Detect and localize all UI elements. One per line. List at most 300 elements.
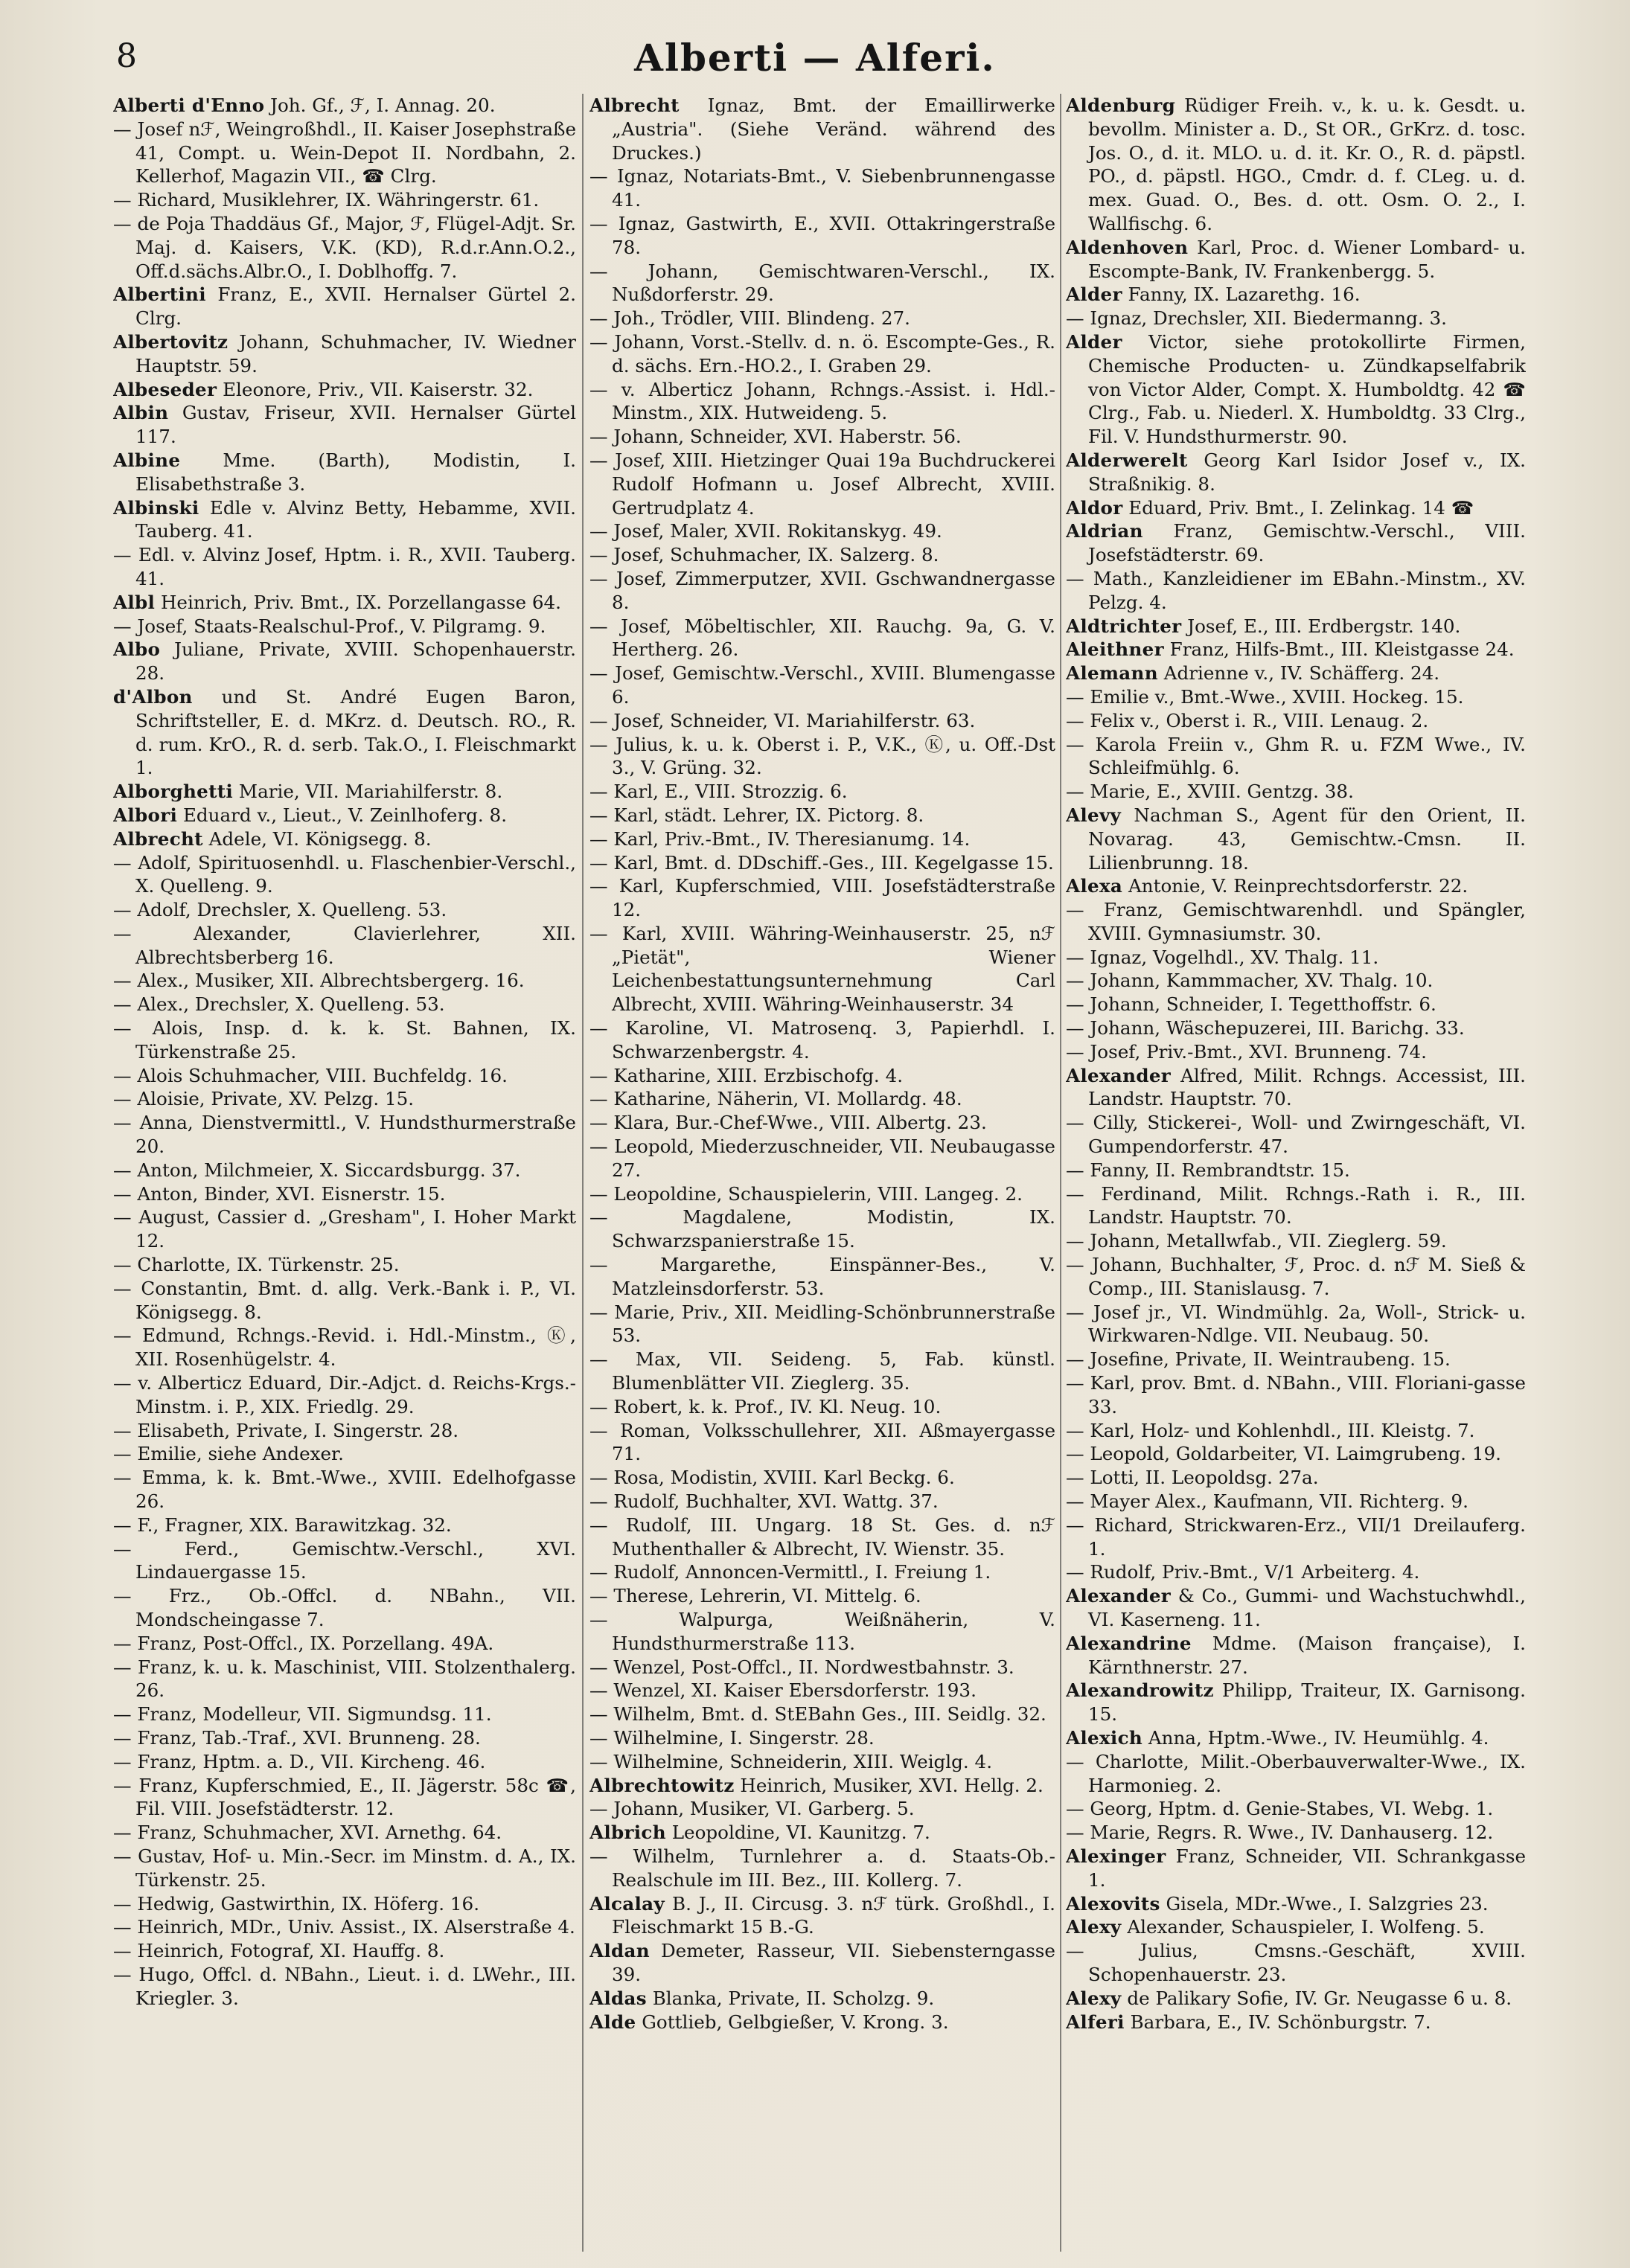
entry-details: — Franz, k. u. k. Maschinist, VIII. Stolzenthalerg. 26. xyxy=(113,1656,576,1702)
directory-entry xyxy=(1066,1182,1526,1230)
directory-entry xyxy=(113,1016,576,1064)
directory-entry xyxy=(1066,1632,1526,1679)
entry-details: — Ignaz, Vogelhdl., XV. Thalg. 11. xyxy=(1066,946,1379,968)
directory-entry xyxy=(1066,307,1526,330)
entry-details: — Karoline, VI. Matrosenq. 3, Papierhdl. I. Schwarzenbergstr. 4. xyxy=(589,1017,1055,1063)
directory-entry xyxy=(1066,1064,1526,1112)
directory-entry xyxy=(589,922,1055,1016)
directory-entry xyxy=(589,1797,1055,1821)
entry-details: — Elisabeth, Private, I. Singerstr. 28. xyxy=(113,1419,459,1441)
entry-details: — Josefine, Private, II. Weintraubeng. 15. xyxy=(1066,1348,1451,1371)
entry-details: — Marie, Regrs. R. Wwe., IV. Danhauserg. 12. xyxy=(1066,1822,1494,1844)
entry-surname: Alexich xyxy=(1066,1726,1143,1749)
entry-details: — Josef, Maler, XVII. Rokitanskyg. 49. xyxy=(589,520,942,542)
directory-entry xyxy=(1066,1301,1526,1348)
entry-details: — Charlotte, IX. Türkenstr. 25. xyxy=(113,1254,400,1276)
entry-details: — Adolf, Spirituosenhdl. u. Flaschenbier-Verschl., X. Quelleng. 9. xyxy=(113,851,576,897)
directory-entry xyxy=(113,685,576,780)
entry-details: — Emilie, siehe Andexer. xyxy=(113,1443,344,1465)
entry-details: Gustav, Friseur, XVII. Hernalser Gürtel 117. xyxy=(135,402,576,448)
entry-details: — Katharine, XIII. Erzbischofg. 4. xyxy=(589,1064,904,1086)
entry-details: — Katharine, Näherin, VI. Mollardg. 48. xyxy=(589,1088,962,1110)
directory-entry xyxy=(589,615,1055,662)
entry-details: — Roman, Volksschullehrer, XII. Aßmayergasse 71. xyxy=(589,1419,1055,1465)
column-left xyxy=(113,94,576,2259)
directory-entry xyxy=(1066,567,1526,615)
entry-details: — Franz, Hptm. a. D., VII. Kircheng. 46. xyxy=(113,1750,486,1772)
directory-entry xyxy=(589,164,1055,212)
entry-details: Leopoldine, VI. Kaunitzg. 7. xyxy=(665,1822,930,1844)
directory-entry xyxy=(113,1726,576,1750)
entry-surname: Alexa xyxy=(1066,875,1123,897)
directory-entry xyxy=(589,1845,1055,1892)
entry-details: — Johann, Buchhalter, ℱ, Proc. d. nℱ M. Sieß & Comp., III. Stanislausg. 7. xyxy=(1066,1254,1526,1299)
entry-details: — v. Alberticz Johann, Rchngs.-Assist. i. Hdl.-Minstm., XIX. Hutweideng. 5. xyxy=(589,378,1055,424)
entry-details: Marie, VII. Mariahilferstr. 8. xyxy=(233,781,503,803)
directory-entry xyxy=(113,993,576,1016)
directory-entry xyxy=(589,1656,1055,1679)
directory-entry xyxy=(589,543,1055,567)
directory-entry xyxy=(589,1182,1055,1206)
entry-details: — Johann, Metallwfab., VII. Zieglerg. 59. xyxy=(1066,1230,1447,1252)
directory-entry xyxy=(1066,1016,1526,1040)
directory-entry xyxy=(589,1774,1055,1798)
entry-details: — Therese, Lehrerin, VI. Mittelg. 6. xyxy=(589,1585,921,1607)
directory-entry xyxy=(589,1892,1055,1940)
entry-details: — Leopold, Goldarbeiter, VI. Laimgrubeng. 19. xyxy=(1066,1443,1501,1465)
entry-details: — Georg, Hptm. d. Genie-Stabes, VI. Webg. 1. xyxy=(1066,1798,1494,1820)
entry-surname: Aldas xyxy=(589,1987,647,2009)
entry-details: — Anton, Binder, XVI. Eisnerstr. 15. xyxy=(113,1182,446,1205)
entry-surname: Albeseder xyxy=(113,378,217,400)
entry-surname: d'Albon xyxy=(113,685,193,708)
entry-details: — Josef, XIII. Hietzinger Quai 19a Buchdruckerei Rudolf Hofmann u. Josef Albrecht, XVIII. Gertrudplatz 4. xyxy=(589,449,1055,519)
entry-details: Eduard v., Lieut., V. Zeinlhoferg. 8. xyxy=(177,804,508,826)
entry-surname: Albrechtowitz xyxy=(589,1774,735,1796)
directory-entry xyxy=(1066,2011,1526,2034)
entry-details: und St. André Eugen Baron, Schriftsteller, E. d. MKrz. d. Deutsch. RO., R. d. rum. KrO., R. d. serb. Tak.O., I. Fleischmarkt 1. xyxy=(135,685,576,779)
entry-details: — Franz, Post-Offcl., IX. Porzellang. 49A. xyxy=(113,1632,494,1654)
directory-entry xyxy=(589,260,1055,307)
directory-entry xyxy=(589,1702,1055,1726)
entry-details: B. J., II. Circusg. 3. nℱ türk. Großhdl., I. Fleischmarkt 15 B.-G. xyxy=(612,1892,1055,1938)
entry-details: Heinrich, Priv. Bmt., IX. Porzellangasse 64. xyxy=(155,591,561,613)
entry-details: Franz, Gemischtw.-Verschl., VIII. Josefstädterstr. 69. xyxy=(1088,520,1526,566)
directory-entry xyxy=(589,1513,1055,1561)
entry-details: — Alex., Drechsler, X. Quelleng. 53. xyxy=(113,993,445,1016)
entry-details: Philipp, Traiteur, IX. Garnisong. 15. xyxy=(1088,1679,1526,1726)
entry-details: — Karl, E., VIII. Strozzig. 6. xyxy=(589,781,848,803)
directory-entry xyxy=(1066,1040,1526,1064)
entry-surname: Alexovits xyxy=(1066,1892,1160,1915)
entry-details: — Karl, Bmt. d. DDschiff.-Ges., III. Kegelgasse 15. xyxy=(589,851,1054,874)
directory-entry xyxy=(113,1064,576,1088)
entry-details: — Johann, Wäschepuzerei, III. Barichg. 33. xyxy=(1066,1017,1465,1040)
directory-entry xyxy=(1066,685,1526,709)
directory-entry xyxy=(1066,1371,1526,1419)
entry-details: — Franz, Schuhmacher, XVI. Arnethg. 64. xyxy=(113,1822,502,1844)
entry-details: — Wilhelmine, Schneiderin, XIII. Weiglg. 4. xyxy=(589,1750,993,1772)
directory-entry xyxy=(589,1466,1055,1490)
entry-details: — Karl, städt. Lehrer, IX. Pictorg. 8. xyxy=(589,804,924,826)
entry-details: — Alois, Insp. d. k. k. St. Bahnen, IX. Türkenstraße 25. xyxy=(113,1017,576,1063)
entry-details: — Klara, Bur.-Chef-Wwe., VIII. Albertg. 23. xyxy=(589,1112,987,1134)
entry-surname: Alexandrine xyxy=(1066,1632,1192,1654)
directory-entry xyxy=(589,307,1055,330)
entry-surname: Albin xyxy=(113,402,169,424)
entry-details: — Anna, Dienstvermittl., V. Hundsthurmerstraße 20. xyxy=(113,1112,576,1158)
directory-entry xyxy=(113,591,576,615)
entry-details: — Max, VII. Seideng. 5, Fab. künstl. Blumenblätter VII. Zieglerg. 35. xyxy=(589,1348,1055,1394)
entry-details: — Johann, Schneider, XVI. Haberstr. 56. xyxy=(589,426,962,448)
directory-entry xyxy=(113,1513,576,1537)
entry-details: — Josef, Möbeltischler, XII. Rauchg. 9a, G. V. Hertherg. 26. xyxy=(589,615,1055,661)
directory-entry xyxy=(589,1560,1055,1584)
directory-entry xyxy=(1066,330,1526,449)
entry-details: Alfred, Milit. Rchngs. Accessist, III. Landstr. Hauptstr. 70. xyxy=(1088,1064,1526,1110)
entry-surname: Albo xyxy=(113,638,161,661)
entry-surname: Albrich xyxy=(589,1822,666,1844)
entry-details: — Ignaz, Gastwirth, E., XVII. Ottakringerstraße 78. xyxy=(589,212,1055,258)
entry-details: — Josef, Zimmerputzer, XVII. Gschwandnergasse 8. xyxy=(589,567,1055,613)
column-middle xyxy=(589,94,1055,2259)
entry-surname: Alexander xyxy=(1066,1585,1172,1607)
directory-entry xyxy=(1066,615,1526,638)
directory-entry xyxy=(589,212,1055,260)
directory-entry xyxy=(113,1774,576,1822)
directory-entry xyxy=(113,1915,576,1939)
directory-entry xyxy=(113,804,576,827)
entry-details: Edle v. Alvinz Betty, Hebamme, XVII. Tauberg. 41. xyxy=(135,496,576,542)
entry-details: — Franz, Kupferschmied, E., II. Jägerstr. 58c ☎, Fil. VIII. Josefstädterstr. 12. xyxy=(113,1774,576,1820)
entry-details: — Rosa, Modistin, XVIII. Karl Beckg. 6. xyxy=(589,1467,955,1489)
directory-entry xyxy=(1066,1490,1526,1513)
entry-details: Blanka, Private, II. Scholzg. 9. xyxy=(646,1987,935,2009)
directory-entry xyxy=(113,780,576,804)
entry-details: — Hedwig, Gastwirthin, IX. Höferg. 16. xyxy=(113,1892,480,1915)
directory-entry xyxy=(1066,1159,1526,1182)
entry-details: — Richard, Musiklehrer, IX. Währingerstr. 61. xyxy=(113,189,540,211)
directory-entry xyxy=(1066,1892,1526,1916)
entry-details: — Rudolf, Buchhalter, XVI. Wattg. 37. xyxy=(589,1490,939,1513)
entry-details: de Palikary Sofie, IV. Gr. Neugasse 6 u. 8. xyxy=(1121,1987,1512,2009)
entry-details: — Marie, E., XVIII. Gentzg. 38. xyxy=(1066,781,1354,803)
directory-entry xyxy=(589,1939,1055,1987)
entry-details: — Magdalene, Modistin, IX. Schwarzspanierstraße 15. xyxy=(589,1206,1055,1252)
entry-details: — Joh., Trödler, VIII. Blindeng. 27. xyxy=(589,307,911,330)
directory-entry xyxy=(113,1537,576,1585)
directory-entry xyxy=(1066,1726,1526,1750)
entry-details: — Frz., Ob.-Offcl. d. NBahn., VII. Mondscheingasse 7. xyxy=(113,1585,576,1630)
entry-details: — Ferdinand, Milit. Rchngs.-Rath i. R., III. Landstr. Hauptstr. 70. xyxy=(1066,1182,1526,1228)
directory-entry xyxy=(589,1253,1055,1301)
directory-entry xyxy=(589,851,1055,875)
entry-details: — Margarethe, Einspänner-Bes., V. Matzleinsdorferstr. 53. xyxy=(589,1254,1055,1299)
entry-surname: Alde xyxy=(589,2011,636,2033)
entry-details: Ignaz, Bmt. der Emaillirwerke „Austria". (Siehe Veränd. während des Druckes.) xyxy=(612,94,1055,164)
directory-entry xyxy=(113,851,576,899)
directory-entry xyxy=(589,1987,1055,2011)
entry-details: — Anton, Milchmeier, X. Siccardsburgg. 37. xyxy=(113,1159,521,1181)
directory-entry xyxy=(1066,1442,1526,1466)
directory-entry xyxy=(589,1016,1055,1064)
directory-entry xyxy=(589,1111,1055,1135)
entry-details: — Aloisie, Private, XV. Pelzg. 15. xyxy=(113,1088,415,1110)
entry-details: Joh. Gf., ℱ, I. Annag. 20. xyxy=(264,94,496,116)
entry-details: — Emilie v., Bmt.-Wwe., XVIII. Hockeg. 15. xyxy=(1066,685,1464,708)
entry-details: — Karl, prov. Bmt. d. NBahn., VIII. Floriani-gasse 33. xyxy=(1066,1372,1526,1418)
entry-details: — Johann, Musiker, VI. Garberg. 5. xyxy=(589,1798,915,1820)
entry-details: — Karl, Priv.-Bmt., IV. Theresianumg. 14. xyxy=(589,827,971,850)
entry-details: — Fanny, II. Rembrandtstr. 15. xyxy=(1066,1159,1350,1181)
entry-surname: Aldrian xyxy=(1066,520,1143,542)
directory-entry xyxy=(1066,1348,1526,1371)
entry-details: Franz, Schneider, VII. Schrankgasse 1. xyxy=(1088,1845,1526,1891)
entry-details: — Alex., Musiker, XII. Albrechtsbergerg. 16. xyxy=(113,970,525,992)
entry-surname: Albertini xyxy=(113,284,206,306)
directory-entry xyxy=(589,1608,1055,1656)
directory-entry xyxy=(113,1087,576,1111)
directory-entry xyxy=(589,1087,1055,1111)
entry-details: — Josef jr., VI. Windmühlg. 2a, Woll-, Strick- u. Wirkwaren-Ndlge. VII. Neubaug. 50. xyxy=(1066,1301,1526,1347)
entry-details: — Karola Freiin v., Ghm R. u. FZM Wwe., IV. Schleifmühlg. 6. xyxy=(1066,733,1526,779)
directory-entry xyxy=(1066,1750,1526,1798)
entry-details: — Josef, Staats-Realschul-Prof., V. Pilgramg. 9. xyxy=(113,615,546,637)
entry-details: Franz, E., XVII. Hernalser Gürtel 2. Clrg. xyxy=(135,284,576,330)
directory-entry xyxy=(1066,1584,1526,1632)
directory-entry xyxy=(1066,1466,1526,1490)
entry-details: Victor, siehe protokollirte Firmen, Chemische Producten- u. Zündkapselfabrik von Victor Alder, Compt. X. Humboldtg. 42 ☎ Clrg., Fab. u. Niederl. X. Humboldtg. 33 Clrg., Fil. V. Hundsthurmerstr. 90. xyxy=(1088,330,1526,448)
entry-surname: Alexander xyxy=(1066,1064,1172,1086)
entry-details: — Alexander, Clavierlehrer, XII. Albrechtsberberg 16. xyxy=(113,922,576,968)
directory-entry xyxy=(1066,1253,1526,1301)
entry-details: — Felix v., Oberst i. R., VIII. Lenaug. 2. xyxy=(1066,709,1429,731)
directory-entry xyxy=(1066,94,1526,236)
entry-details: — Edmund, Rchngs.-Revid. i. Hdl.-Minstm., Ⓚ, XII. Rosenhügelstr. 4. xyxy=(113,1324,576,1371)
entry-surname: Albertovitz xyxy=(113,330,228,353)
entry-surname: Albrecht xyxy=(589,94,680,116)
directory-entry xyxy=(1066,733,1526,781)
entry-details: — Ignaz, Drechsler, XII. Biedermanng. 3. xyxy=(1066,307,1447,330)
entry-details: — Wilhelmine, I. Singerstr. 28. xyxy=(589,1726,875,1749)
directory-entry xyxy=(113,1750,576,1774)
entry-details: — Constantin, Bmt. d. allg. Verk.-Bank i. P., VI. Königsegg. 8. xyxy=(113,1277,576,1323)
directory-entry xyxy=(113,496,576,544)
entry-details: Adrienne v., IV. Schäfferg. 24. xyxy=(1157,662,1440,685)
directory-entry xyxy=(1066,1229,1526,1253)
entry-details: — Edl. v. Alvinz Josef, Hptm. i. R., XVII. Tauberg. 41. xyxy=(113,544,576,589)
directory-entry xyxy=(113,1656,576,1703)
directory-entry xyxy=(113,1442,576,1466)
directory-entry xyxy=(589,662,1055,709)
entry-surname: Alexinger xyxy=(1066,1845,1166,1867)
directory-entry xyxy=(113,1277,576,1324)
entry-details: — Math., Kanzleidiener im EBahn.-Minstm., XV. Pelzg. 4. xyxy=(1066,567,1526,613)
directory-entry xyxy=(113,1371,576,1419)
entry-details: — Karl, Holz- und Kohlenhdl., III. Kleistg. 7. xyxy=(1066,1419,1475,1441)
entry-details: — Mayer Alex., Kaufmann, VII. Richterg. 9. xyxy=(1066,1490,1468,1513)
directory-entry xyxy=(113,543,576,591)
page-title: Alberti — Alferi. xyxy=(634,36,996,80)
directory-entry xyxy=(113,898,576,922)
directory-entry xyxy=(589,1821,1055,1845)
directory-entry xyxy=(1066,874,1526,898)
entry-details: — Leopoldine, Schauspielerin, VIII. Langeg. 2. xyxy=(589,1182,1023,1205)
entry-details: — Alois Schuhmacher, VIII. Buchfeldg. 16. xyxy=(113,1064,508,1086)
directory-entry xyxy=(589,874,1055,922)
entry-surname: Aldenburg xyxy=(1066,94,1176,116)
directory-entry xyxy=(589,1301,1055,1348)
directory-entry xyxy=(113,922,576,970)
entry-details: — Heinrich, MDr., Univ. Assist., IX. Alserstraße 4. xyxy=(113,1916,575,1938)
entry-details: — Charlotte, Milit.-Oberbauverwalter-Wwe., IX. Harmonieg. 2. xyxy=(1066,1750,1526,1796)
directory-entry xyxy=(1066,638,1526,662)
entry-details: — Marie, Priv., XII. Meidling-Schönbrunnerstraße 53. xyxy=(589,1301,1055,1347)
entry-surname: Albine xyxy=(113,449,181,471)
directory-entry xyxy=(1066,709,1526,733)
entry-surname: Alevy xyxy=(1066,804,1122,826)
entry-details: — Wenzel, XI. Kaiser Ebersdorferstr. 193. xyxy=(589,1679,977,1702)
entry-details: — Ferd., Gemischtw.-Verschl., XVI. Lindauergasse 15. xyxy=(113,1537,576,1583)
entry-surname: Alexandrowitz xyxy=(1066,1679,1214,1702)
entry-details: Adele, VI. Königsegg. 8. xyxy=(202,827,432,850)
entry-details: — Wenzel, Post-Offcl., II. Nordwestbahnstr. 3. xyxy=(589,1656,1014,1678)
entry-details: Karl, Proc. d. Wiener Lombard- u. Escompte-Bank, IV. Frankenbergg. 5. xyxy=(1088,236,1526,282)
entry-details: — Julius, Cmsns.-Geschäft, XVIII. Schopenhauerstr. 23. xyxy=(1066,1940,1526,1985)
entry-details: Nachman S., Agent für den Orient, II. Novarag. 43, Gemischtw.-Cmsn. II. Lilienbrunng. 18. xyxy=(1088,804,1526,874)
directory-entry xyxy=(1066,780,1526,804)
directory-entry xyxy=(113,188,576,212)
directory-entry xyxy=(113,1702,576,1726)
entry-details: — August, Cassier d. „Gresham", I. Hoher Markt 12. xyxy=(113,1206,576,1252)
entry-surname: Aldor xyxy=(1066,496,1123,519)
directory-entry xyxy=(1066,804,1526,874)
entry-surname: Alemann xyxy=(1066,662,1158,685)
entry-surname: Aleithner xyxy=(1066,638,1164,661)
directory-entry xyxy=(589,1419,1055,1467)
entry-surname: Aldtrichter xyxy=(1066,615,1182,637)
entry-details: — Heinrich, Fotograf, XI. Hauffg. 8. xyxy=(113,1940,445,1962)
entry-details: — Lotti, II. Leopoldsg. 27a. xyxy=(1066,1467,1319,1489)
directory-entry xyxy=(113,1939,576,1963)
entry-surname: Albori xyxy=(113,804,178,826)
entry-details: Gottlieb, Gelbgießer, V. Krong. 3. xyxy=(636,2011,949,2033)
directory-entry xyxy=(589,1395,1055,1419)
entry-details: — F., Fragner, XIX. Barawitzkag. 32. xyxy=(113,1513,452,1536)
entry-details: — Franz, Modelleur, VII. Sigmundsg. 11. xyxy=(113,1703,492,1726)
entry-details: — Wilhelm, Turnlehrer a. d. Staats-Ob.-Realschule im III. Bez., III. Kollerg. 7. xyxy=(589,1845,1055,1891)
directory-entry xyxy=(1066,898,1526,946)
directory-entry xyxy=(1066,662,1526,685)
directory-entry xyxy=(1066,1679,1526,1726)
directory-entry xyxy=(1066,1560,1526,1584)
directory-entry xyxy=(113,94,576,118)
directory-entry xyxy=(113,1419,576,1443)
directory-entry xyxy=(1066,236,1526,284)
directory-entry xyxy=(589,2011,1055,2034)
directory-entry xyxy=(113,1845,576,1892)
directory-entry xyxy=(589,1348,1055,1395)
entry-details: Fanny, IX. Lazarethg. 16. xyxy=(1122,284,1361,306)
entry-surname: Alcalay xyxy=(589,1892,665,1915)
directory-entry xyxy=(113,615,576,638)
directory-entry xyxy=(589,1584,1055,1608)
entry-details: — Johann, Schneider, I. Tegetthoffstr. 6. xyxy=(1066,993,1436,1016)
directory-entry xyxy=(589,1135,1055,1182)
directory-entry xyxy=(589,378,1055,426)
directory-entry xyxy=(589,827,1055,851)
directory-entry xyxy=(113,212,576,283)
directory-entry xyxy=(1066,1987,1526,2011)
entry-details: Barbara, E., IV. Schönburgstr. 7. xyxy=(1124,2011,1431,2033)
entry-surname: Alberti d'Enno xyxy=(113,94,265,116)
directory-entry xyxy=(589,567,1055,615)
entry-details: — Cilly, Stickerei-, Woll- und Zwirngeschäft, VI. Gumpendorferstr. 47. xyxy=(1066,1112,1526,1158)
directory-entry xyxy=(589,449,1055,519)
directory-entry xyxy=(113,1892,576,1916)
directory-entry xyxy=(113,1963,576,2011)
entry-details: — Robert, k. k. Prof., IV. Kl. Neug. 10. xyxy=(589,1395,942,1418)
directory-entry xyxy=(1066,1111,1526,1159)
directory-entry xyxy=(589,425,1055,449)
directory-entry xyxy=(113,1584,576,1632)
entry-details: Eduard, Priv. Bmt., I. Zelinkag. 14 ☎ xyxy=(1122,496,1474,519)
entry-details: — Leopold, Miederzuschneider, VII. Neubaugasse 27. xyxy=(589,1135,1055,1181)
entry-details: — Julius, k. u. k. Oberst i. P., V.K., Ⓚ, u. Off.-Dst 3., V. Grüng. 32. xyxy=(589,733,1055,779)
entry-details: — de Poja Thaddäus Gf., Major, ℱ, Flügel-Adjt. Sr. Maj. d. Kaisers, V.K. (KD), R.d.r.Ann.O.2., Off.d.sächs.Albr.O., I. Doblhoffg. 7. xyxy=(113,212,576,282)
directory-entry xyxy=(113,378,576,402)
entry-details: Johann, Schuhmacher, IV. Wiedner Hauptstr. 59. xyxy=(135,330,576,377)
entry-details: — Karl, Kupferschmied, VIII. Josefstädterstraße 12. xyxy=(589,875,1055,921)
directory-entry xyxy=(1066,1845,1526,1892)
directory-entry xyxy=(113,401,576,449)
entry-details: — Josef, Gemischtw.-Verschl., XVIII. Blumengasse 6. xyxy=(589,662,1055,708)
directory-entry xyxy=(1066,1915,1526,1939)
directory-entry xyxy=(113,1821,576,1845)
directory-entry xyxy=(1066,1821,1526,1845)
directory-entry xyxy=(113,283,576,330)
entry-details: — Emma, k. k. Bmt.-Wwe., XVIII. Edelhofgasse 26. xyxy=(113,1467,576,1513)
entry-details: Gisela, MDr.-Wwe., I. Salzgries 23. xyxy=(1160,1892,1489,1915)
directory-entry xyxy=(113,449,576,496)
directory-entry xyxy=(113,969,576,993)
entry-details: Antonie, V. Reinprechtsdorferstr. 22. xyxy=(1122,875,1468,897)
column-divider xyxy=(582,94,584,2252)
entry-details: — Franz, Gemischtwarenhdl. und Spängler, XVIII. Gymnasiumstr. 30. xyxy=(1066,899,1526,944)
entry-details: — Walpurga, Weißnäherin, V. Hundsthurmerstraße 113. xyxy=(589,1609,1055,1654)
directory-entry xyxy=(589,94,1055,164)
entry-surname: Alder xyxy=(1066,330,1122,353)
directory-entry xyxy=(589,804,1055,827)
entry-details: — Gustav, Hof- u. Min.-Secr. im Minstm. d. A., IX. Türkenstr. 25. xyxy=(113,1845,576,1891)
entry-details: — Hugo, Offcl. d. NBahn., Lieut. i. d. LWehr., III. Kriegler. 3. xyxy=(113,1963,576,2009)
entry-details: Juliane, Private, XVIII. Schopenhauerstr. 28. xyxy=(135,638,576,685)
directory-entry xyxy=(113,1324,576,1371)
entry-details: — Rudolf, Priv.-Bmt., V/1 Arbeiterg. 4. xyxy=(1066,1561,1420,1583)
directory-entry xyxy=(113,827,576,851)
directory-entry xyxy=(589,1750,1055,1774)
directory-entry xyxy=(589,519,1055,543)
directory-entry xyxy=(113,638,576,685)
directory-entry xyxy=(1066,1419,1526,1443)
entry-details: Mdme. (Maison française), I. Kärnthnerstr. 27. xyxy=(1088,1632,1526,1678)
directory-entry xyxy=(1066,449,1526,496)
entry-details: — Wilhelm, Bmt. d. StEBahn Ges., III. Seidlg. 32. xyxy=(589,1703,1046,1726)
column-divider xyxy=(1060,94,1061,2252)
entry-details: — Johann, Vorst.-Stellv. d. n. ö. Escompte-Ges., R. d. sächs. Ern.-HO.2., I. Graben 29. xyxy=(589,330,1055,377)
directory-entry xyxy=(113,1253,576,1277)
directory-entry xyxy=(113,1182,576,1206)
